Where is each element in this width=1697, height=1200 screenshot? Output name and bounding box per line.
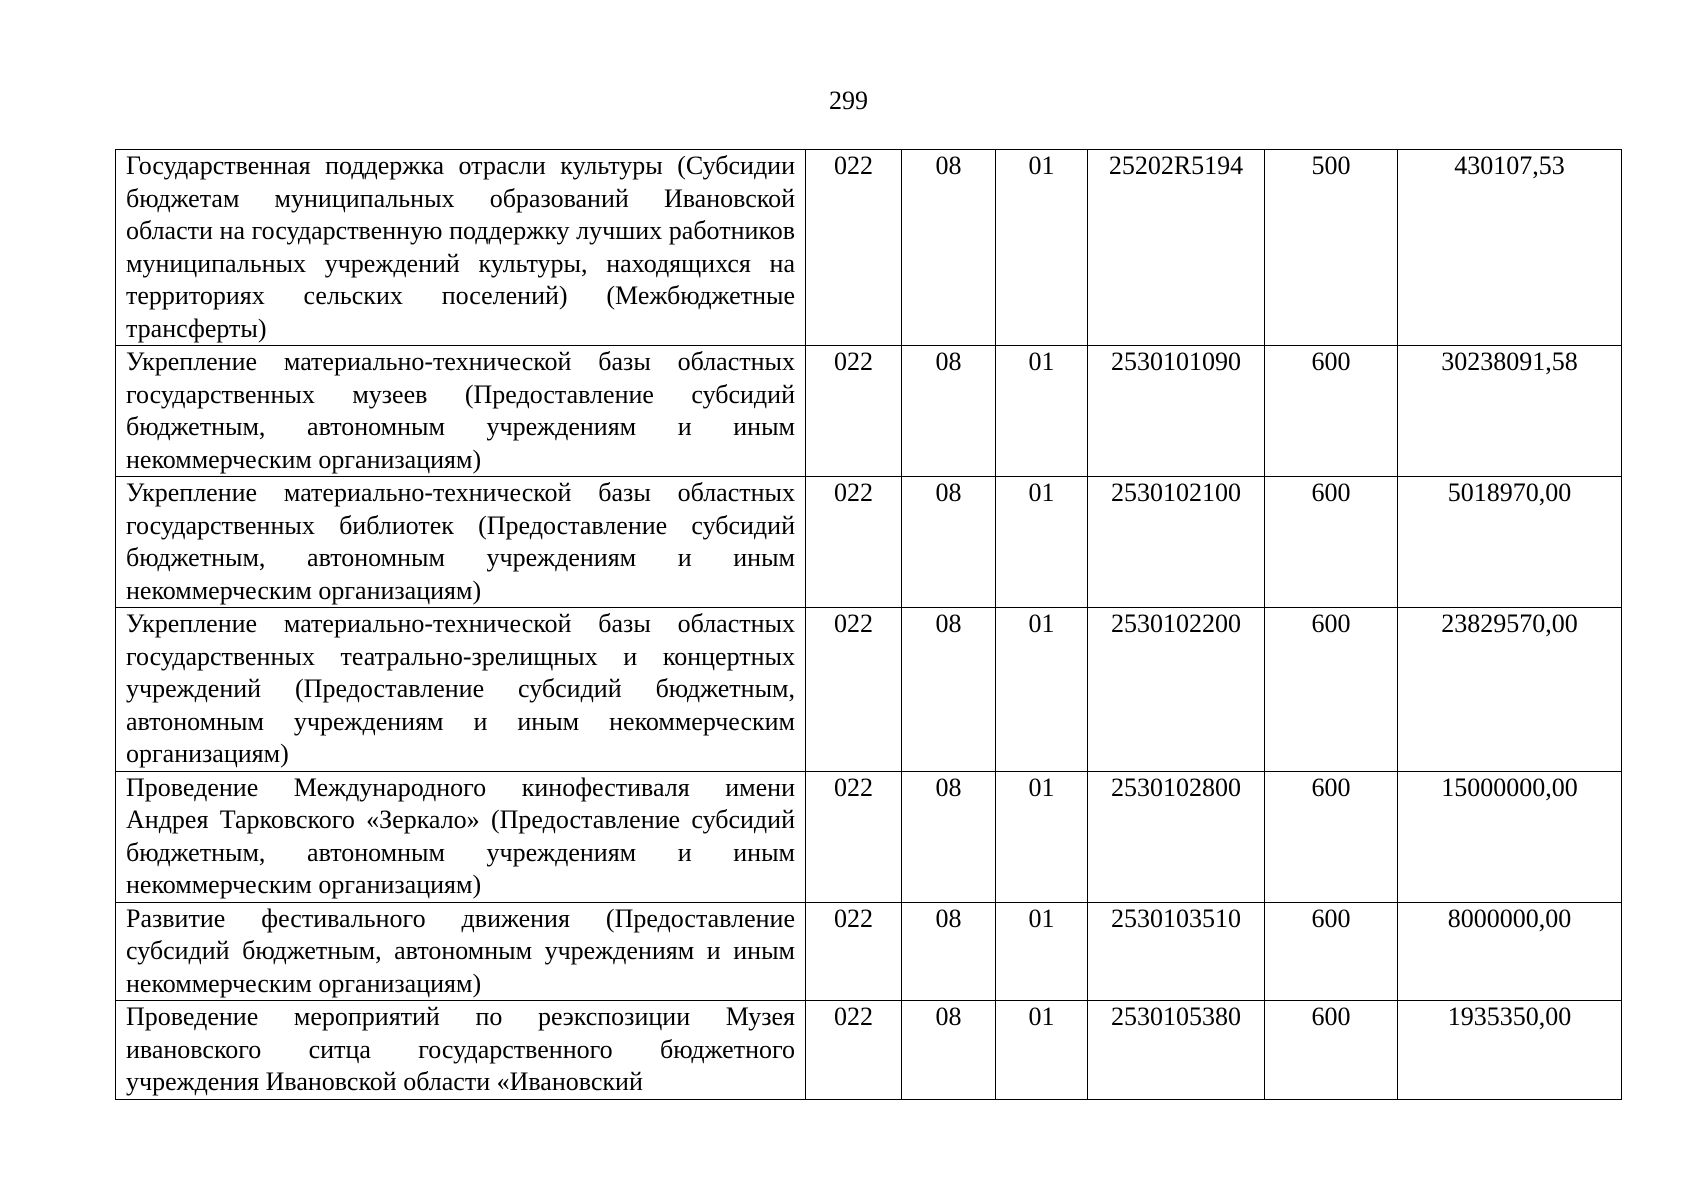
row-description: Укрепление материально-технической базы областных государственных библиотек (Предоставление субсидий бюджетным, автономным учреждениям и иным некоммерческим организациям) [116,477,806,608]
row-expense-type: 600 [1265,608,1398,772]
row-target-article: 2530102800 [1088,771,1265,902]
row-grbs-code: 022 [806,902,902,1001]
row-section-code: 08 [902,608,996,772]
row-amount: 8000000,00 [1398,902,1622,1001]
row-amount: 5018970,00 [1398,477,1622,608]
table-row [116,771,1622,902]
row-grbs-code: 022 [806,771,902,902]
row-expense-type: 600 [1265,771,1398,902]
row-expense-type: 600 [1265,477,1398,608]
row-description: Проведение мероприятий по реэкспозиции Музея ивановского ситца государственного бюджетного учреждения Ивановской области «Ивановский [116,1001,806,1100]
row-grbs-code: 022 [806,1001,902,1100]
page-number: 299 [829,86,868,115]
row-subsection-code: 01 [996,902,1088,1001]
row-subsection-code: 01 [996,608,1088,772]
row-subsection-code: 01 [996,771,1088,902]
row-target-article: 2530101090 [1088,346,1265,477]
row-target-article: 2530102200 [1088,608,1265,772]
table-row [116,902,1622,1001]
row-section-code: 08 [902,1001,996,1100]
row-section-code: 08 [902,346,996,477]
table-row [116,1001,1622,1100]
row-section-code: 08 [902,150,996,346]
row-expense-type: 600 [1265,902,1398,1001]
row-target-article: 2530102100 [1088,477,1265,608]
row-amount: 430107,53 [1398,150,1622,346]
table-row [116,150,1622,346]
row-subsection-code: 01 [996,346,1088,477]
row-expense-type: 600 [1265,346,1398,477]
row-description: Государственная поддержка отрасли культуры (Субсидии бюджетам муниципальных образований Ивановской области на государственную поддержку лучших работников муниципальных учреждений культуры, находящихся на территориях сельских поселений) (Межбюджетные трансферты) [116,150,806,346]
row-subsection-code: 01 [996,1001,1088,1100]
row-section-code: 08 [902,902,996,1001]
row-grbs-code: 022 [806,608,902,772]
row-subsection-code: 01 [996,477,1088,608]
row-description: Укрепление материально-технической базы областных государственных музеев (Предоставление субсидий бюджетным, автономным учреждениям и иным некоммерческим организациям) [116,346,806,477]
row-amount: 30238091,58 [1398,346,1622,477]
row-expense-type: 600 [1265,1001,1398,1100]
row-description: Укрепление материально-технической базы областных государственных театрально-зрелищных и концертных учреждений (Предоставление субсидий бюджетным, автономным учреждениям и иным некоммерческим организациям) [116,608,806,772]
table-row [116,346,1622,477]
row-target-article: 2530105380 [1088,1001,1265,1100]
table-row [116,608,1622,772]
row-amount: 1935350,00 [1398,1001,1622,1100]
row-section-code: 08 [902,771,996,902]
budget-table [115,149,1622,1100]
row-amount: 23829570,00 [1398,608,1622,772]
row-amount: 15000000,00 [1398,771,1622,902]
row-description: Развитие фестивального движения (Предоставление субсидий бюджетным, автономным учреждениям и иным некоммерческим организациям) [116,902,806,1001]
row-target-article: 25202R5194 [1088,150,1265,346]
row-target-article: 2530103510 [1088,902,1265,1001]
row-grbs-code: 022 [806,477,902,608]
table-row [116,477,1622,608]
row-subsection-code: 01 [996,150,1088,346]
row-expense-type: 500 [1265,150,1398,346]
row-grbs-code: 022 [806,150,902,346]
row-description: Проведение Международного кинофестиваля имени Андрея Тарковского «Зеркало» (Предоставление субсидий бюджетным, автономным учреждениям и иным некоммерческим организациям) [116,771,806,902]
row-section-code: 08 [902,477,996,608]
row-grbs-code: 022 [806,346,902,477]
